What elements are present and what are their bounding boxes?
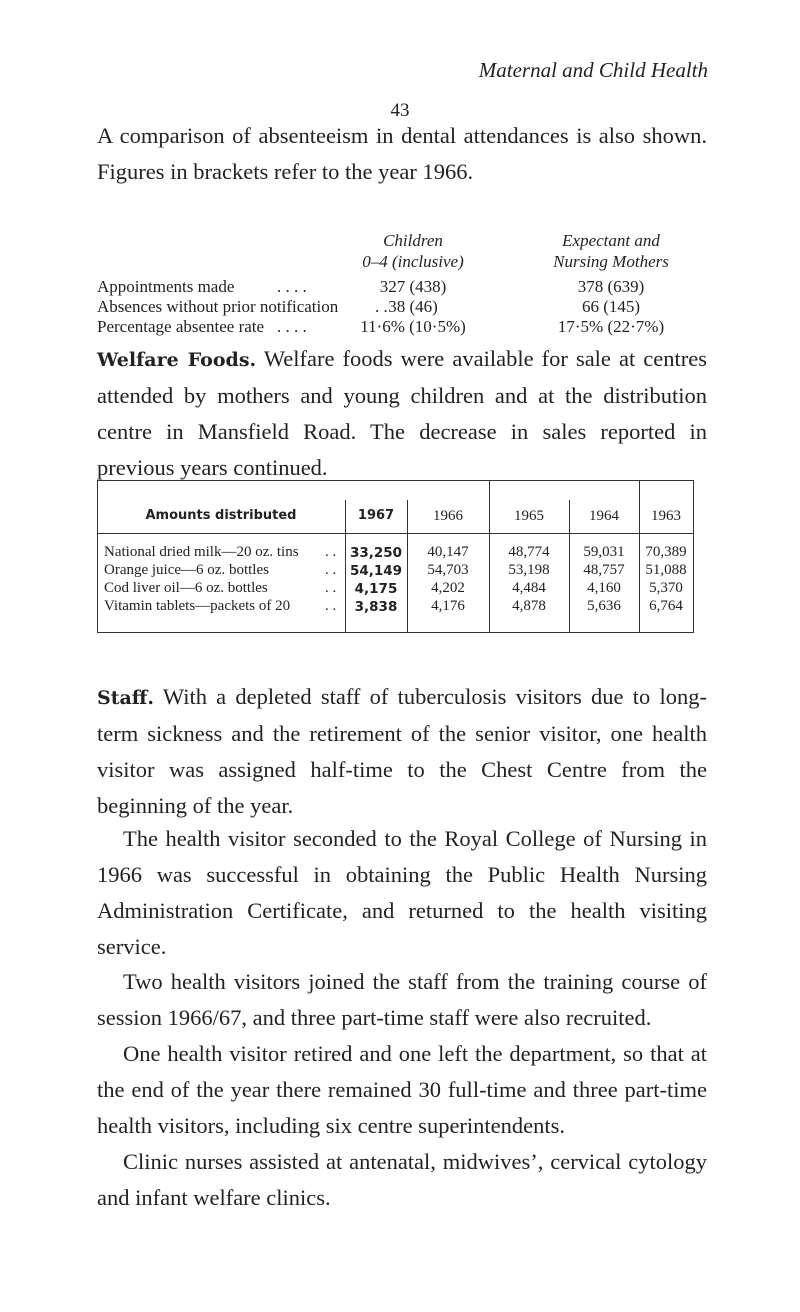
- value-1966: 54,703: [427, 562, 469, 578]
- value-1963: 51,088: [645, 562, 687, 578]
- column-divider: [693, 480, 694, 633]
- children-header-line2: 0–4 (inclusive): [362, 252, 464, 271]
- value-1967: 4,175: [354, 581, 398, 597]
- mothers-value: 17·5% (22·7%): [557, 317, 665, 336]
- mothers-header: [511, 230, 711, 272]
- row-label: Absences without prior notification: [97, 297, 339, 316]
- leader-dots: . .: [325, 562, 337, 578]
- item-label: Cod liver oil—6 oz. bottles: [104, 580, 268, 596]
- value-1967: 3,838: [354, 599, 398, 615]
- value-1964: 4,160: [587, 580, 621, 596]
- children-header: [313, 230, 513, 272]
- value-1964: 59,031: [583, 544, 625, 560]
- leader-dots: . .: [375, 297, 388, 316]
- staff-paragraph: [97, 679, 707, 824]
- column-header-1967: 1967: [357, 508, 395, 523]
- row-label: Percentage absentee rate: [97, 317, 265, 336]
- value-1967: 54,149: [349, 563, 403, 579]
- column-header-1964: 1964: [589, 508, 619, 524]
- value-1963: 5,370: [649, 580, 683, 596]
- table-row: [97, 317, 707, 337]
- children-header-line1: Children: [383, 231, 443, 250]
- value-1967: 33,250: [349, 545, 403, 561]
- value-1965: 4,484: [512, 580, 546, 596]
- paragraph-certificate: The health visitor seconded to the Royal College of Nursing in 1966 was successful in obtaining the Public Health Nursing Administration Certificate, and returned to the health visiting service.: [97, 826, 707, 959]
- column-header-1966: 1966: [433, 508, 463, 524]
- paragraph-retirement: One health visitor retired and one left the department, so that at the end of the year there remained 30 full-time and three part-time health visitors, including six centre superintendents.: [97, 1041, 707, 1138]
- leader-dots: . .: [325, 598, 337, 614]
- value-1966: 4,176: [431, 598, 465, 614]
- mothers-value: 66 (145): [581, 297, 641, 316]
- staff-text: With a depleted staff of tuberculosis visitors due to long-term sickness and the retirement of the senior visitor, one health visitor was assigned half-time to the Chest Centre from the beginning of the year.: [97, 684, 708, 818]
- column-divider: [97, 480, 98, 633]
- item-label: National dried milk—20 oz. tins: [104, 544, 299, 560]
- value-1965: 4,878: [512, 598, 546, 614]
- table-rule-top: [97, 480, 693, 481]
- welfare-paragraph: [97, 341, 707, 486]
- foods-table: [97, 480, 707, 634]
- leader-dots: . . . .: [277, 277, 307, 296]
- value-1966: 4,202: [431, 580, 465, 596]
- table-row: [97, 277, 707, 297]
- column-header-1963: 1963: [651, 508, 681, 524]
- mothers-header-line1: Expectant and: [562, 231, 660, 250]
- children-value: 11·6% (10·5%): [360, 317, 466, 336]
- value-1963: 6,764: [649, 598, 683, 614]
- value-1965: 53,198: [508, 562, 550, 578]
- paragraph-clinics: Clinic nurses assisted at antenatal, midwives’, cervical cytology and infant welfare clinics.: [97, 1149, 707, 1210]
- welfare-text: Welfare foods were available for sale at centres attended by mothers and young children and at the distribution centre in Mansfield Road. The decrease in sales reported in previous years continued.: [97, 346, 708, 480]
- intro-text: A comparison of absenteeism in dental attendances is also shown. Figures in brackets refer to the year 1966.: [97, 123, 707, 184]
- value-1966: 40,147: [427, 544, 469, 560]
- item-label: Vitamin tablets—packets of 20: [104, 598, 291, 614]
- welfare-lead: Welfare Foods.: [97, 349, 257, 371]
- item-label: Orange juice—6 oz. bottles: [104, 562, 269, 578]
- intro-paragraph: [97, 118, 707, 190]
- table-rule-bottom: [97, 632, 693, 633]
- mothers-value: 378 (639): [577, 277, 645, 296]
- value-1963: 70,389: [645, 544, 687, 560]
- table-row: [97, 297, 707, 317]
- value-1964: 5,636: [587, 598, 621, 614]
- children-value: 327 (438): [379, 277, 447, 296]
- row-label: Appointments made: [97, 277, 235, 296]
- value-1965: 48,774: [508, 544, 550, 560]
- running-head: Maternal and Child Health: [478, 58, 708, 82]
- mothers-header-line2: Nursing Mothers: [553, 252, 669, 271]
- paragraph-recruitment: Two health visitors joined the staff from the training course of session 1966/67, and three part-time staff were also recruited.: [97, 969, 707, 1030]
- staff-lead: Staff.: [97, 687, 155, 709]
- leader-dots: . . . .: [277, 317, 307, 336]
- column-header-1965: 1965: [514, 508, 544, 524]
- table-rule-header: [97, 533, 693, 534]
- value-1964: 48,757: [583, 562, 625, 578]
- leader-dots: . .: [325, 580, 337, 596]
- page-number: 43: [390, 100, 410, 121]
- leader-dots: . .: [325, 544, 337, 560]
- column-header-item: Amounts distributed: [145, 508, 297, 523]
- children-value: 38 (46): [388, 297, 438, 316]
